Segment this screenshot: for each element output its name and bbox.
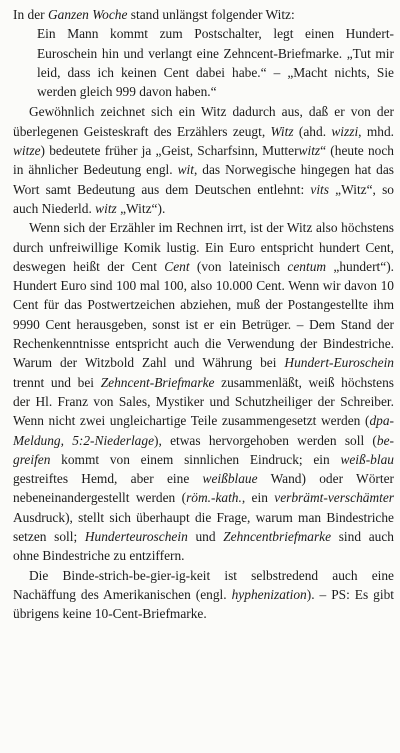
paragraph-calculation-hyphens: Wenn sich der Erzähler im Rechnen irrt, ist der Witz also höchstens durch unfreiwillige Komik lustig. Ein Euro entspricht hundert Cent, deswegen heißt der Cent Cent (von lateinisch centum „hundert“). Hundert Euro sind 100 mal 100, also 10.000 Cent. Wenn wir davon 10 Cent für das Postwertzeichen abziehen, muß der Postangestellte ihm 9990 Cent herausgeben, sonst ist er ein Betrüger. – Dem Stand der Rechenkenntnisse entspricht auch die Verwendung der Bindestriche. Warum der Witzbold Zahl und Währung bei Hundert-Euroschein trennt und bei Zehncent-Briefmarke zusammenläßt, weiß höchstens der Hl. Franz von Sales, Mystiker und Schutzheiliger der Schreiber. Wenn nicht zwei ungleichartige Teile zusammengesetzt werden (dpa-Meldung, 5:2-Niederlage), etwas hervorgehoben werden soll (be-greifen kommt von einem sinnlichen Eindruck; ein weiß-blau gestreiftes Hemd, aber eine weißblaue Wand) oder Wörter nebeneinandergestellt werden (röm.-kath., ein verbrämt-verschämter Ausdruck), stellt sich überhaupt die Frage, warum man Bindestriche setzen soll; Hunderteuroschein und Zehncentbriefmarke sind auch ohne Bindestriche zu entziffern. — [13, 220, 395, 564]
intro-paragraph — [13, 5, 394, 24]
paragraph-witz-etymology: Gewöhnlich zeichnet sich ein Witz dadurch aus, daß er von der überlegenen Geisteskraft des Erzählers zeugt, Witz (ahd. wizzi, mhd. witze) bedeutete früher ja „Geist, Scharfsinn, Mutterwitz“ (heute noch in ähnlicher Bedeutung engl. wit, das Norwegische hingegen hat das Wort samt Bedeutung aus dem Deutschen entlehnt: vits „Witz“, so auch Niederld. witz „Witz“). — [13, 104, 394, 216]
intro-text: In der — [13, 7, 48, 22]
joke-quote: Ein Mann kommt zum Postschalter, legt einen Hundert-Euroschein hin und verlangt eine Zehncent-Briefmarke. „Tut mir leid, dass ich keinen Cent dabei habe.“ – „Macht nichts, Sie werden gleich 999 davon haben.“ — [37, 26, 394, 100]
intro-text: stand unlängst folgender Witz: — [127, 7, 295, 22]
source-publication: Ganzen Woche — [47, 7, 128, 22]
paragraph-conclusion: Die Binde-strich-be-gier-ig-keit ist selbstredend auch eine Nachäffung des Amerikanischen (engl. hyphenization). – PS: Es gibt übrigens keine 10-Cent-Briefmarke. — [13, 567, 395, 622]
